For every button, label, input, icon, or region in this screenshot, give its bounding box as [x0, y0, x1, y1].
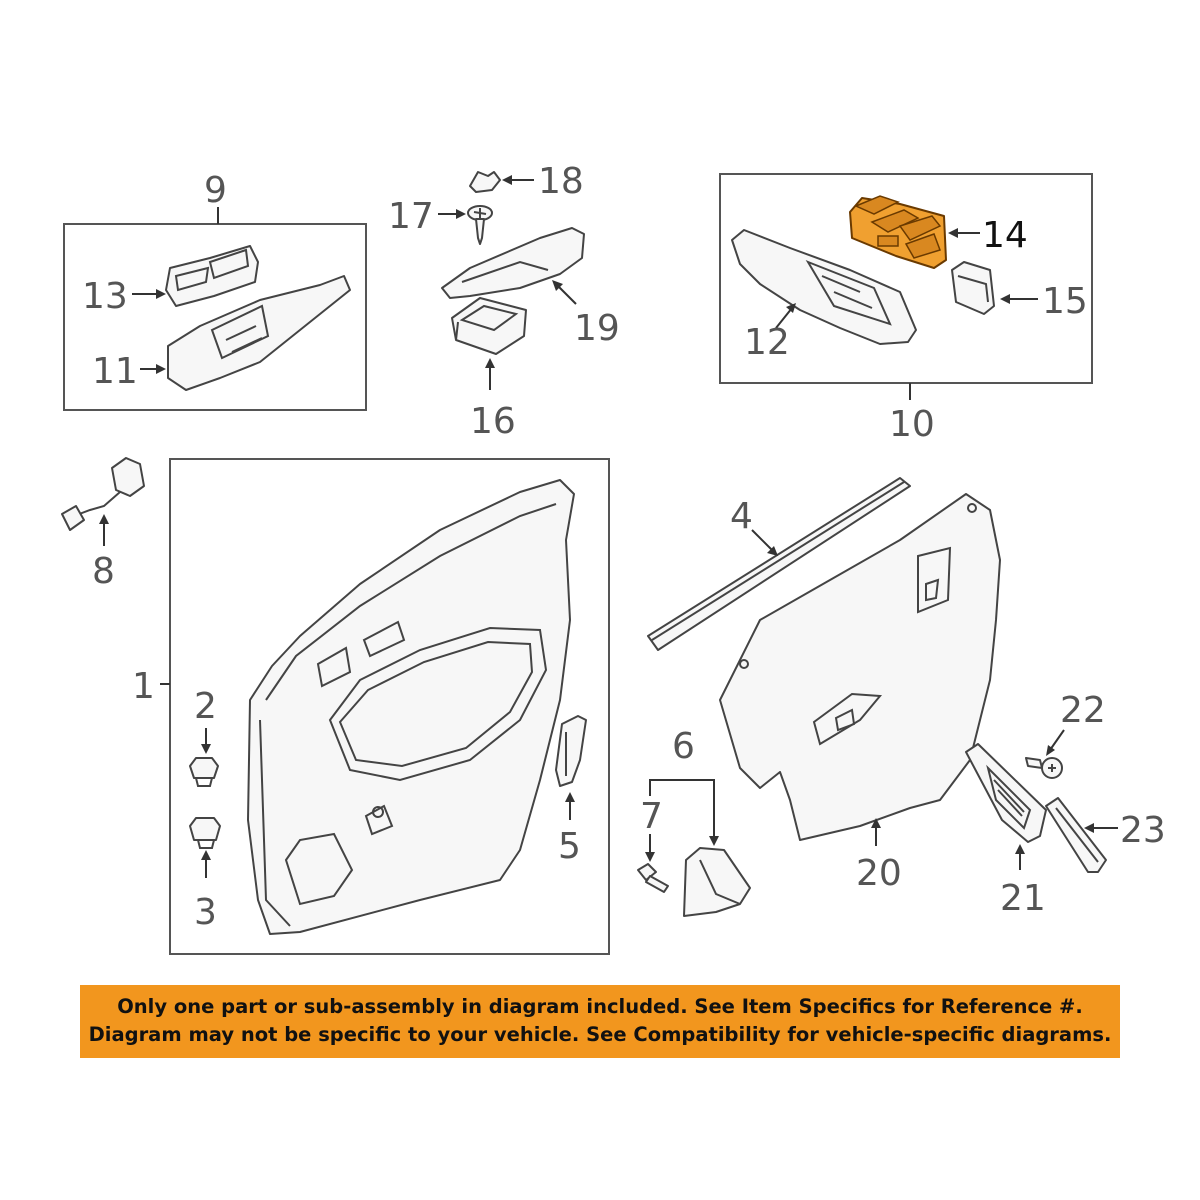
callout-22: 22: [1060, 690, 1106, 731]
callout-7: 7: [640, 796, 663, 837]
callout-4: 4: [730, 496, 753, 537]
group-1: [132, 459, 609, 954]
part-20-water-shield: [720, 494, 1000, 840]
callout-12: 12: [744, 322, 790, 363]
disclaimer-line-2: Diagram may not be specific to your vehicle. See Compatibility for vehicle-specific diagrams.: [88, 1023, 1112, 1046]
part-3-clip: [190, 818, 220, 848]
group-10: [720, 174, 1092, 445]
callout-20: 20: [856, 853, 902, 894]
part-2-clip: [190, 758, 218, 786]
part-13-switch: [166, 246, 258, 306]
callout-10: 10: [889, 404, 935, 445]
callout-8: 8: [92, 551, 115, 592]
part-23-insert: [1046, 798, 1106, 872]
callout-1: 1: [132, 666, 155, 707]
callout-9: 9: [204, 170, 227, 211]
callout-19: 19: [574, 308, 620, 349]
callout-18: 18: [538, 161, 584, 202]
part-17-screw: [468, 206, 492, 244]
disclaimer-line-1: Only one part or sub-assembly in diagram included. See Item Specifics for Reference #.: [117, 995, 1083, 1018]
callout-5: 5: [558, 826, 581, 867]
part-14-master-switch: [850, 196, 946, 268]
part-16-housing: [452, 298, 526, 354]
part-22-screw: [1026, 758, 1062, 778]
callout-3: 3: [194, 892, 217, 933]
part-5-strip: [556, 716, 586, 786]
callout-11: 11: [92, 351, 138, 392]
callout-16: 16: [470, 401, 516, 442]
group-9: [64, 170, 366, 410]
callout-2: 2: [194, 686, 217, 727]
part-19-trim: [442, 228, 584, 298]
part-18-clip: [470, 172, 500, 192]
callout-17: 17: [388, 196, 434, 237]
callout-15: 15: [1042, 281, 1088, 322]
callout-23: 23: [1120, 810, 1166, 851]
callout-21: 21: [1000, 878, 1046, 919]
group-center-upper: [388, 161, 620, 442]
part-15-switch: [952, 262, 994, 314]
part-7-bolt: [638, 864, 668, 892]
part-6-cover: [684, 848, 750, 916]
callout-13: 13: [82, 276, 128, 317]
callout-6: 6: [672, 726, 695, 767]
part-1-door-trim: [248, 480, 574, 934]
disclaimer-banner: [80, 985, 1120, 1058]
group-6: [638, 726, 750, 916]
callout-14: 14: [982, 215, 1028, 256]
